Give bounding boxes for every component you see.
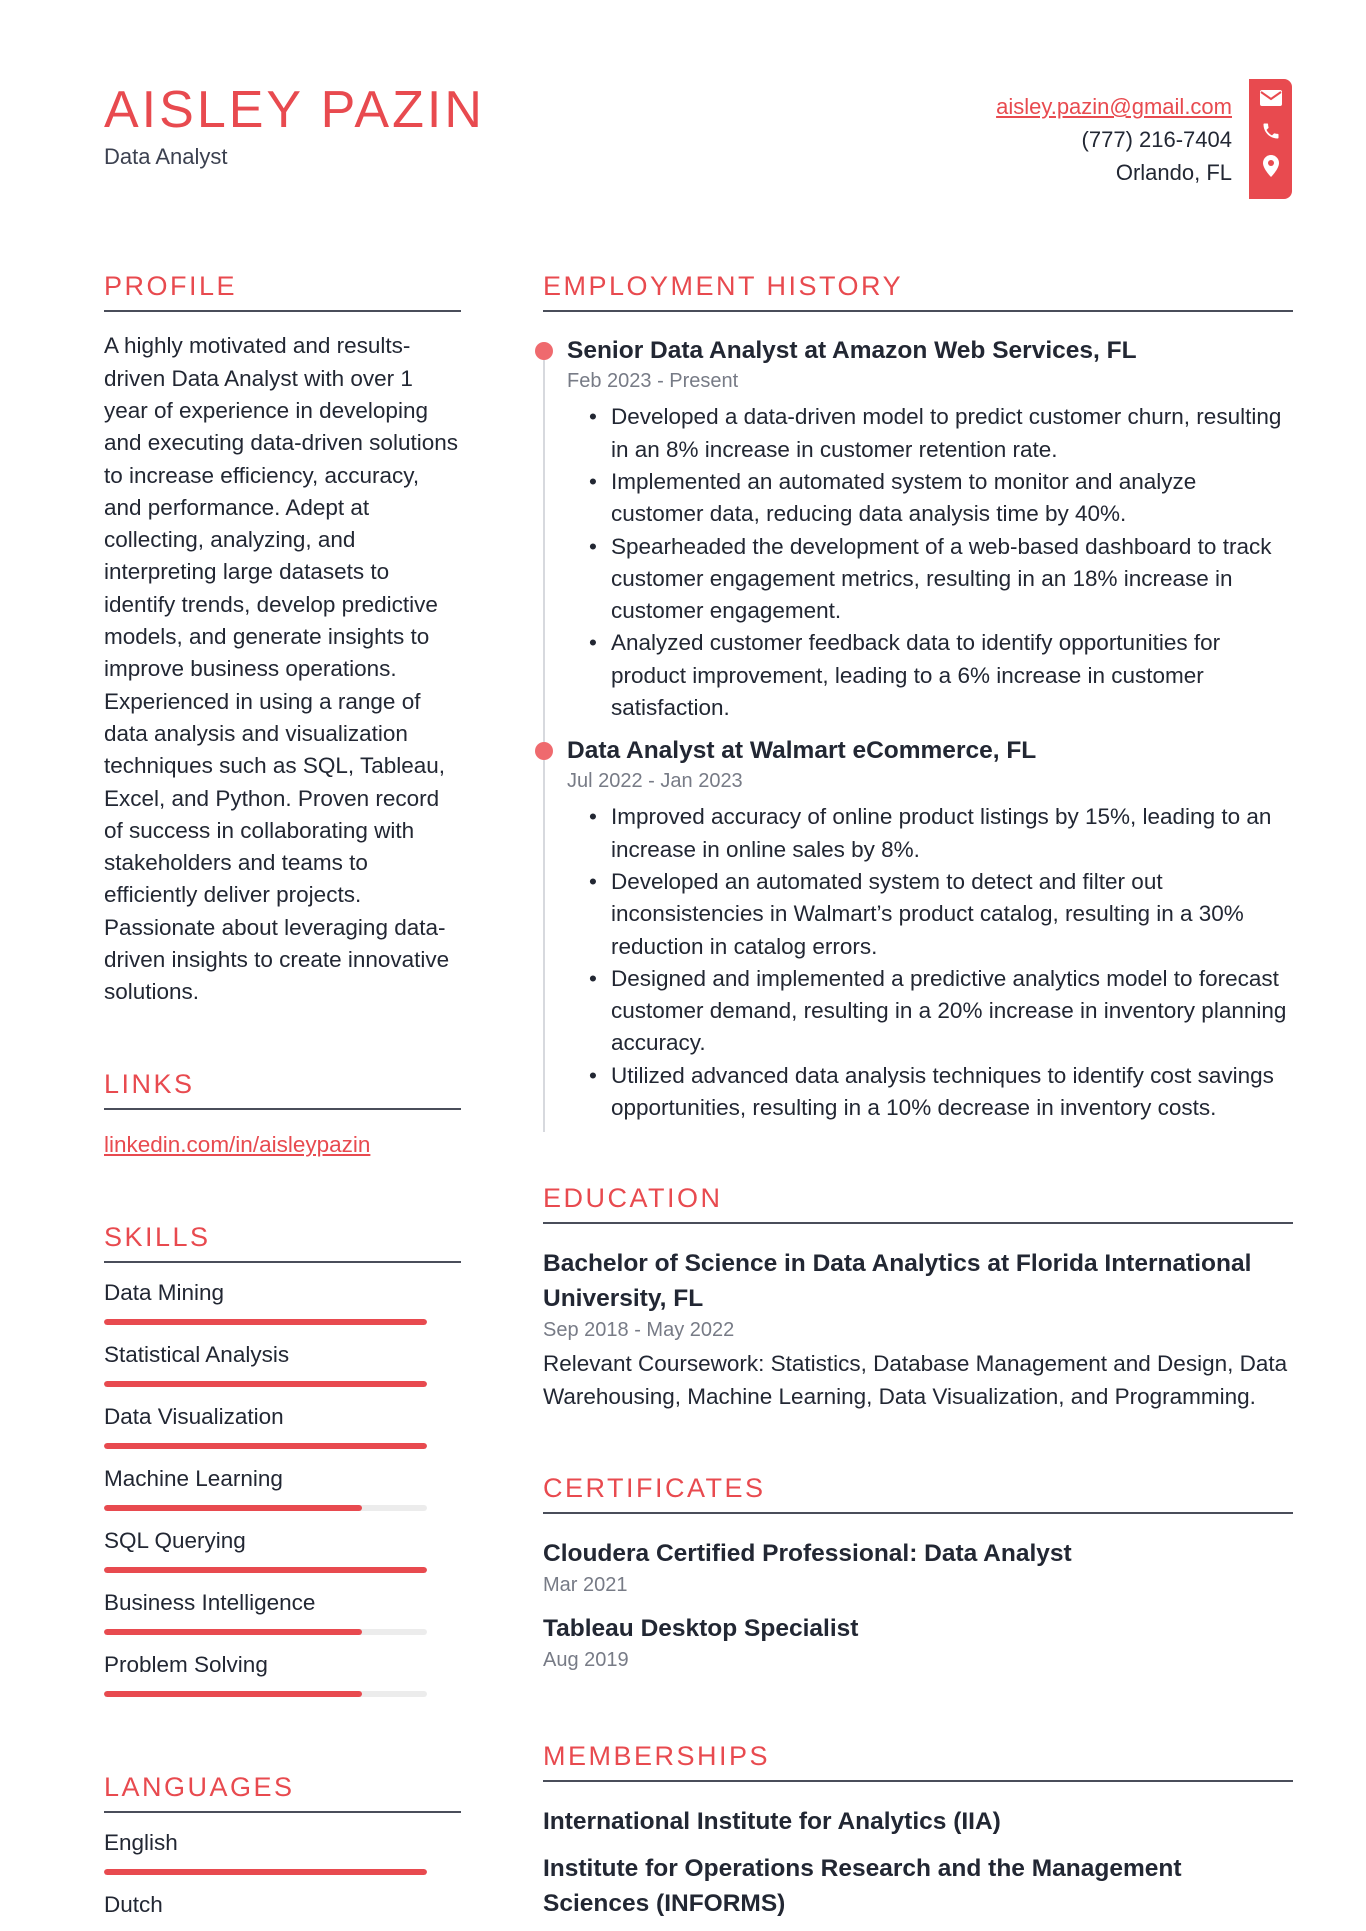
job-entry [567, 734, 1293, 1124]
level-bar-fill [104, 1567, 427, 1573]
level-bar-fill [104, 1505, 362, 1511]
skill-label: Data Visualization [104, 1404, 284, 1430]
profile-section [104, 270, 461, 1009]
skill-item [104, 1339, 461, 1387]
skill-item [104, 1587, 461, 1635]
skill-label: Business Intelligence [104, 1590, 316, 1616]
skill-label: SQL Querying [104, 1528, 246, 1554]
employment-timeline [543, 334, 1293, 1124]
level-bar-track [104, 1869, 427, 1875]
degree-title: Bachelor of Science in Data Analytics at Florida International University, FL [543, 1250, 1252, 1313]
languages-list [104, 1827, 461, 1931]
membership-item [543, 1804, 1293, 1839]
job-entry [567, 334, 1293, 724]
skill-item [104, 1277, 461, 1325]
candidate-role: Data Analyst [104, 144, 228, 169]
section-title: LINKS [104, 1068, 461, 1110]
level-bar-track [104, 1381, 427, 1387]
job-title: Senior Data Analyst at Amazon Web Services, FL [567, 337, 1137, 365]
job-date: Feb 2023 - Present [567, 370, 739, 393]
memberships-section [543, 1740, 1293, 1921]
bullet-item: • Utilized advanced data analysis techniques to identify cost savings opportunities, resulting in a 10% decrease in inventory costs. [611, 1060, 1293, 1125]
skill-item [104, 1649, 461, 1697]
level-bar-track [104, 1629, 427, 1635]
certificate-date: Aug 2019 [543, 1649, 629, 1672]
membership-title: International Institute for Analytics (IIA) [543, 1808, 1001, 1836]
timeline-dot [535, 342, 553, 360]
linkedin-link[interactable]: linkedin.com/in/aisleypazin [104, 1132, 371, 1158]
level-bar-track [104, 1691, 427, 1697]
skill-item [104, 1525, 461, 1573]
level-bar-fill [104, 1443, 427, 1449]
contact-icon-bar [1249, 79, 1292, 199]
phone-icon [1249, 121, 1292, 146]
section-title: EMPLOYMENT HISTORY [543, 270, 1293, 312]
section-title: SKILLS [104, 1221, 461, 1263]
section-title: PROFILE [104, 270, 461, 312]
bullet-item: • Analyzed customer feedback data to identify opportunities for product improvement, leading to a 6% increase in customer satisfaction. [611, 627, 1293, 724]
education-section [543, 1182, 1293, 1413]
bullet-item: • Developed a data-driven model to predict customer churn, resulting in an 8% increase in customer retention rate. [611, 401, 1293, 466]
timeline-line [543, 342, 545, 1132]
language-label: English [104, 1830, 178, 1856]
bullet-item: • Improved accuracy of online product listings by 15%, leading to an increase in online sales by 8%. [611, 801, 1293, 866]
email-link[interactable]: aisley.pazin@gmail.com [996, 94, 1232, 119]
bullet-item: • Spearheaded the development of a web-based dashboard to track customer engagement metrics, resulting in an 18% increase in customer engagement. [611, 531, 1293, 628]
location: Orlando, FL [1115, 160, 1232, 185]
skills-section [104, 1221, 461, 1697]
skill-item [104, 1463, 461, 1511]
bullet-item: • Developed an automated system to detect and filter out inconsistencies in Walmart’s product catalog, resulting in a 30% reduction in catalog errors. [611, 866, 1293, 963]
level-bar-fill [104, 1869, 427, 1875]
contact-block [996, 90, 1232, 189]
level-bar-track [104, 1443, 427, 1449]
level-bar-fill [104, 1381, 427, 1387]
profile-text: A highly motivated and results-driven Data Analyst with over 1 year of experience in developing and executing data-driven solutions to increase efficiency, accuracy, and performance. Adept at collecting, analyzing, and interpreting large datasets to identify trends, develop predictive models, and generate insights to improve business operations. Experienced in using a range of data analysis and visualization techniques such as SQL, Tableau, Excel, and Python. Proven record of success in collaborating with stakeholders and teams to efficiently deliver projects. Passionate about leveraging data-driven insights to create innovative solutions. [104, 333, 458, 1005]
timeline-dot [535, 742, 553, 760]
level-bar-track [104, 1505, 427, 1511]
skill-label: Statistical Analysis [104, 1342, 290, 1368]
certificate-title: Cloudera Certified Professional: Data Analyst [543, 1540, 1072, 1568]
skill-item [104, 1401, 461, 1449]
section-title: MEMBERSHIPS [543, 1740, 1293, 1782]
education-item [543, 1246, 1293, 1413]
degree-date: Sep 2018 - May 2022 [543, 1319, 735, 1342]
job-bullets [567, 401, 1293, 724]
envelope-icon [1249, 90, 1292, 111]
language-item [104, 1827, 461, 1875]
language-label: Dutch [104, 1892, 163, 1918]
certificate-date: Mar 2021 [543, 1574, 628, 1597]
section-title: CERTIFICATES [543, 1472, 1293, 1514]
skill-label: Data Mining [104, 1280, 225, 1306]
bullet-item: • Implemented an automated system to monitor and analyze customer data, reducing data analysis time by 40%. [611, 466, 1293, 531]
links-section [104, 1068, 461, 1158]
certificate-item [543, 1611, 1293, 1674]
degree-coursework: Relevant Coursework: Statistics, Database Management and Design, Data Warehousing, Machine Learning, Data Visualization, and Programming. [543, 1351, 1288, 1409]
employment-section [543, 270, 1293, 1134]
phone-number: (777) 216-7404 [1081, 127, 1232, 152]
membership-title: Institute for Operations Research and the Management Sciences (INFORMS) [543, 1855, 1182, 1918]
section-title: EDUCATION [543, 1182, 1293, 1224]
language-item [104, 1889, 461, 1931]
candidate-name: AISLEY PAZIN [104, 81, 485, 139]
skill-label: Problem Solving [104, 1652, 268, 1678]
level-bar-fill [104, 1319, 427, 1325]
certificates-section [543, 1472, 1293, 1674]
job-title: Data Analyst at Walmart eCommerce, FL [567, 737, 1037, 765]
certificate-item [543, 1536, 1293, 1599]
map-pin-icon [1249, 155, 1292, 182]
job-bullets [567, 801, 1293, 1124]
skills-list [104, 1277, 461, 1697]
section-title: LANGUAGES [104, 1771, 461, 1813]
bullet-item: • Designed and implemented a predictive analytics model to forecast customer demand, resulting in a 20% increase in inventory planning accuracy. [611, 963, 1293, 1060]
job-date: Jul 2022 - Jan 2023 [567, 770, 743, 793]
skill-label: Machine Learning [104, 1466, 283, 1492]
level-bar-fill [104, 1691, 362, 1697]
level-bar-track [104, 1567, 427, 1573]
level-bar-track [104, 1319, 427, 1325]
membership-item [543, 1851, 1293, 1921]
certificate-title: Tableau Desktop Specialist [543, 1615, 859, 1643]
languages-section [104, 1771, 461, 1931]
level-bar-fill [104, 1629, 362, 1635]
